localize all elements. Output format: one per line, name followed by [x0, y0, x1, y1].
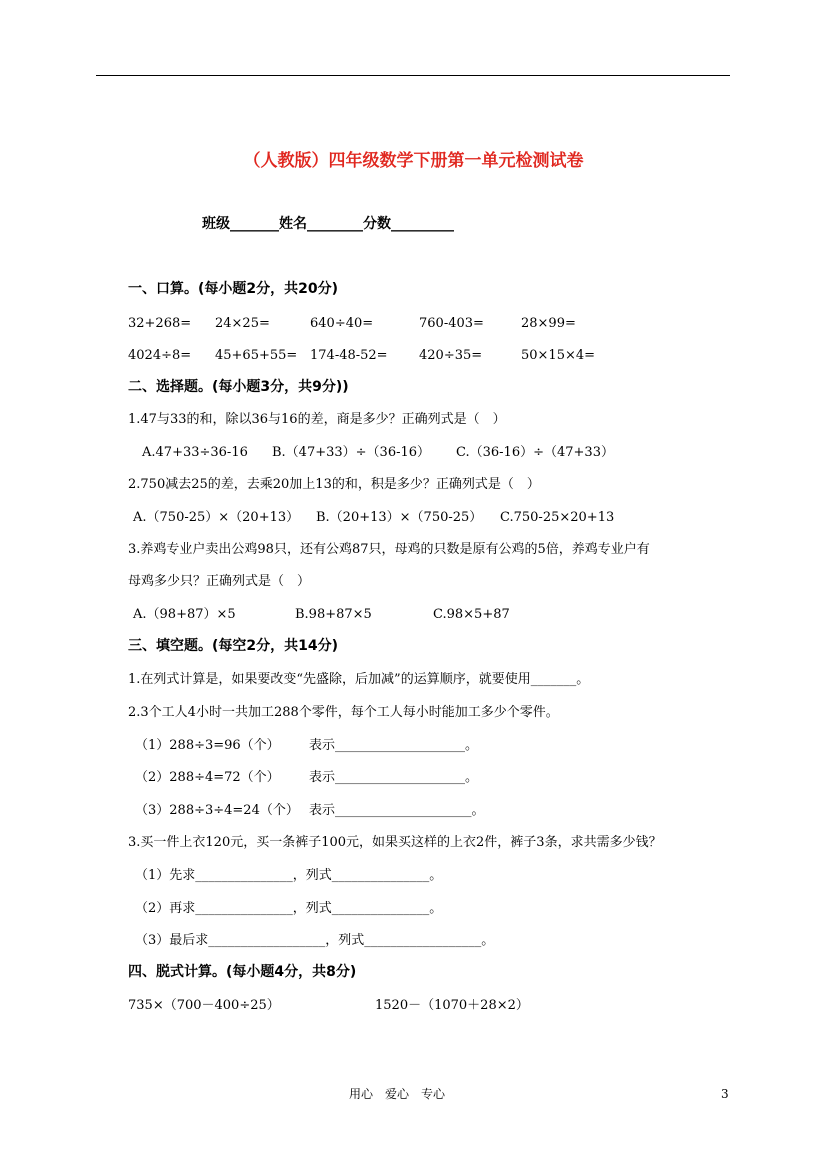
fill-question-3: 3.买一件上衣120元，买一条裤子100元，如果买这样的上衣2件，裤子3条，求共需多少钱？ — [128, 835, 662, 850]
page-number: 3 — [721, 1087, 729, 1101]
section2-heading: 二、选择题。(每小题3分，共9分)) — [128, 379, 349, 395]
fill-expression: （3）288÷3÷4=24（个） — [135, 803, 299, 818]
fill-step: （3）最后求__________________，列式__________________。 — [135, 933, 495, 948]
fill-blank: 表示____________________。 — [309, 738, 479, 753]
mental-math-item: 50×15×4= — [521, 348, 596, 363]
choice-option: A.（750-25）×（20+13） — [133, 510, 300, 525]
footer-motto: 用心 爱心 专心 — [349, 1087, 446, 1101]
fill-question-1: 1.在列式计算是，如果要改变“先盛除，后加减”的运算顺序，就要使用_______。 — [128, 672, 590, 687]
choice-question-2: 2.750减去25的差，去乘20加上13的和，积是多少？正确列式是（ ） — [128, 477, 540, 492]
header-rule — [96, 75, 730, 76]
choice-option: B.（47+33）÷（36-16） — [272, 445, 431, 460]
choice-option: B.98+87×5 — [295, 607, 372, 622]
mental-math-item: 4024÷8= — [128, 348, 192, 363]
fill-blank: 表示_____________________。 — [309, 803, 485, 818]
choice-option: B.（20+13）×（750-25） — [316, 510, 483, 525]
section1-heading: 一、口算。(每小题2分，共20分) — [128, 281, 339, 297]
mental-math-item: 24×25= — [215, 316, 270, 331]
calc-expression-1: 735×（700－400÷25） — [128, 998, 280, 1013]
choice-question-3-cont: 母鸡多少只？正确列式是（ ） — [128, 574, 311, 589]
choice-option: A.（98+87）×5 — [133, 607, 236, 622]
fill-expression: （2）288÷4=72（个） — [135, 770, 280, 785]
choice-option: C.98×5+87 — [433, 607, 510, 622]
section3-heading: 三、填空题。(每空2分，共14分) — [128, 638, 339, 654]
mental-math-item: 640÷40= — [310, 316, 374, 331]
mental-math-item: 760-403= — [419, 316, 484, 331]
choice-question-3: 3.养鸡专业户卖出公鸡98只，还有公鸡87只，母鸡的只数是原有公鸡的5倍，养鸡专业户有 — [128, 542, 650, 557]
choice-option: C.（36-16）÷（47+33） — [456, 445, 614, 460]
student-info-line: 班级_______姓名________分数_________ — [202, 216, 454, 232]
fill-step: （2）再求_______________，列式_______________。 — [135, 901, 443, 916]
mental-math-item: 32+268= — [128, 316, 192, 331]
section4-heading: 四、脱式计算。(每小题4分，共8分) — [128, 964, 357, 980]
fill-step: （1）先求_______________，列式_______________。 — [135, 868, 443, 883]
mental-math-item: 420÷35= — [419, 348, 483, 363]
page-title: （人教版）四年级数学下册第一单元检测试卷 — [243, 151, 584, 171]
fill-blank: 表示____________________。 — [309, 770, 479, 785]
fill-expression: （1）288÷3=96（个） — [135, 738, 280, 753]
fill-question-2: 2.3个工人4小时一共加工288个零件，每个工人每小时能加工多少个零件。 — [128, 705, 559, 720]
mental-math-item: 174-48-52= — [310, 348, 388, 363]
mental-math-item: 45+65+55= — [215, 348, 298, 363]
mental-math-item: 28×99= — [521, 316, 576, 331]
calc-expression-2: 1520－（1070＋28×2） — [375, 998, 529, 1013]
choice-option: A.47+33÷36-16 — [142, 445, 248, 460]
choice-question-1: 1.47与33的和，除以36与16的差，商是多少？正确列式是（ ） — [128, 412, 506, 427]
choice-option: C.750-25×20+13 — [500, 510, 615, 525]
